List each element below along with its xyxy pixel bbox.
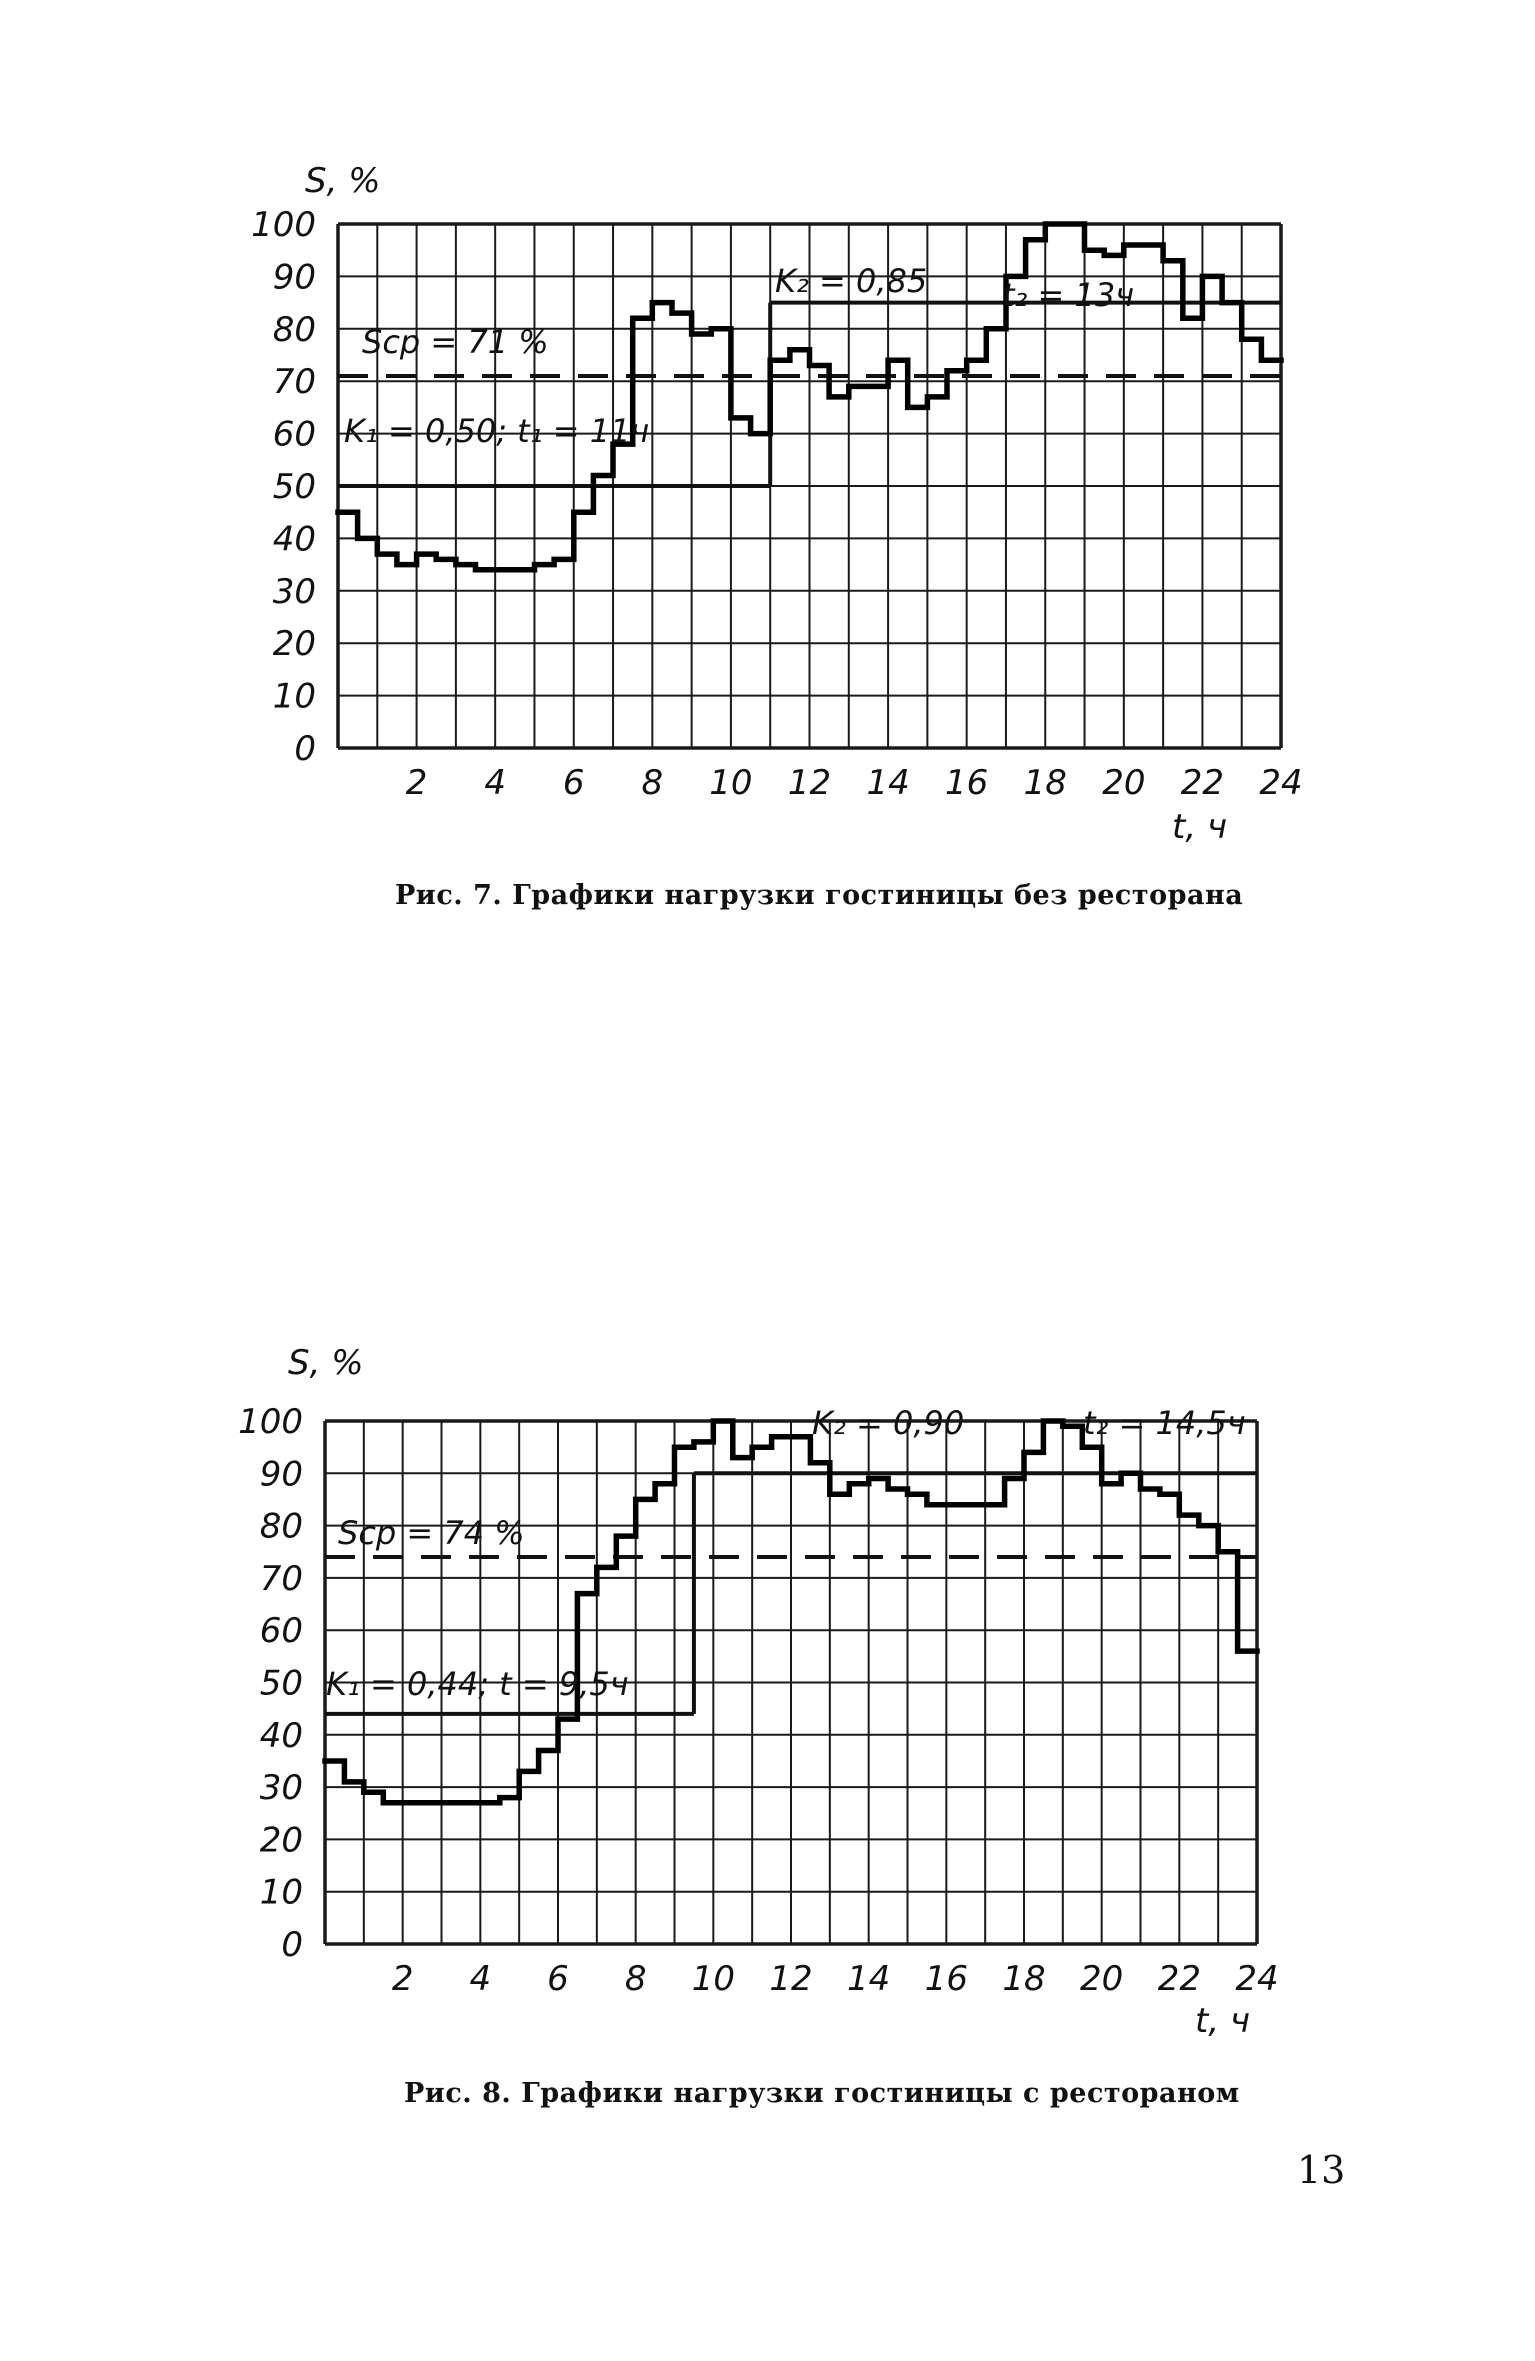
- x-tick-label: 10: [709, 763, 753, 803]
- y-tick-label: 30: [272, 571, 316, 612]
- x-tick-label: 24: [1259, 763, 1303, 803]
- y-tick-label: 30: [259, 1768, 303, 1809]
- s-avg-annotation: Sср = 71 %: [362, 323, 549, 361]
- x-tick-label: 22: [1157, 1959, 1201, 1999]
- k1-annotation: K₁ = 0,50; t₁ = 11ч: [344, 412, 650, 450]
- t2-annotation: t₂ = 13ч: [1002, 276, 1135, 314]
- x-tick-label: 10: [691, 1959, 735, 1999]
- y-tick-label: 40: [272, 519, 316, 560]
- x-axis-label: t, ч: [1195, 2001, 1251, 2041]
- x-tick-label: 20: [1102, 763, 1146, 803]
- x-tick-label: 14: [866, 763, 910, 803]
- k1-annotation: K₁ = 0,44; t = 9,5ч: [326, 1665, 629, 1703]
- x-tick-label: 16: [945, 763, 989, 803]
- x-tick-label: 18: [1023, 763, 1067, 803]
- s-avg-annotation: Sср = 74 %: [338, 1514, 525, 1552]
- y-tick-label: 80: [259, 1506, 303, 1547]
- y-tick-label: 0: [281, 1925, 303, 1965]
- y-axis-label: S, %: [288, 1343, 364, 1383]
- y-tick-label: 60: [272, 414, 316, 455]
- y-tick-label: 20: [259, 1820, 303, 1861]
- y-tick-label: 50: [272, 467, 316, 507]
- y-tick-label: 10: [259, 1872, 303, 1913]
- page-number: 13: [1297, 2148, 1346, 2192]
- x-tick-label: 22: [1180, 763, 1225, 803]
- x-tick-label: 20: [1080, 1959, 1124, 1999]
- x-tick-label: 8: [624, 1959, 647, 1999]
- y-tick-label: 70: [259, 1558, 303, 1599]
- x-tick-label: 16: [924, 1959, 968, 1999]
- x-tick-label: 14: [847, 1959, 891, 1999]
- y-tick-label: 40: [259, 1715, 303, 1756]
- y-tick-label: 50: [259, 1663, 303, 1704]
- k2-annotation: K₂ = 0,90: [812, 1404, 965, 1442]
- figure-caption-7: Рис. 7. Графики нагрузки гостиницы без ресторана: [395, 880, 1244, 911]
- x-tick-label: 24: [1235, 1959, 1279, 1999]
- y-tick-label: 20: [272, 624, 316, 665]
- y-tick-label: 100: [238, 1402, 303, 1442]
- x-tick-label: 2: [405, 763, 428, 803]
- x-tick-label: 4: [484, 763, 506, 803]
- x-tick-label: 6: [562, 763, 585, 803]
- y-tick-label: 80: [272, 309, 316, 350]
- figure-caption-8: Рис. 8. Графики нагрузки гостиницы с рестораном: [404, 2078, 1240, 2109]
- x-tick-label: 12: [769, 1959, 813, 1999]
- y-tick-label: 0: [294, 729, 316, 769]
- x-tick-label: 12: [787, 763, 832, 803]
- y-tick-label: 10: [272, 676, 316, 717]
- x-tick-label: 2: [391, 1959, 414, 1999]
- y-tick-label: 60: [259, 1611, 303, 1652]
- chart-fig8: [0, 1340, 1535, 2060]
- y-tick-label: 90: [259, 1454, 303, 1495]
- x-tick-label: 4: [469, 1959, 492, 1999]
- chart-fig7: [0, 140, 1535, 900]
- k2-annotation: K₂ = 0,85: [775, 262, 928, 300]
- x-tick-label: 8: [641, 763, 664, 803]
- y-tick-label: 100: [251, 205, 316, 245]
- y-tick-label: 70: [272, 362, 316, 403]
- y-tick-label: 90: [272, 257, 316, 298]
- y-axis-label: S, %: [305, 161, 381, 201]
- x-tick-label: 6: [547, 1959, 569, 1999]
- x-axis-label: t, ч: [1172, 807, 1228, 847]
- x-tick-label: 18: [1002, 1959, 1046, 1999]
- t2-annotation: t₂ = 14,5ч: [1083, 1404, 1246, 1442]
